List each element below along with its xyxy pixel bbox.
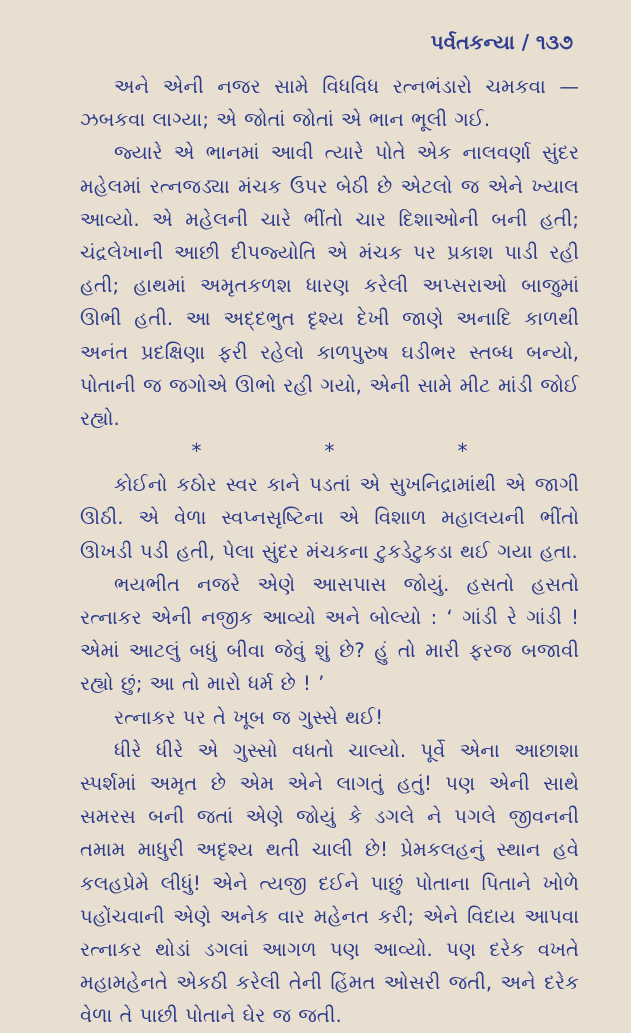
running-header: પર્વતકન્યા / ૧૩૭ [430, 30, 573, 54]
separator-star: * [191, 439, 202, 464]
paragraph-4: ભયભીત નજરે એણે આસપાસ જોયું. હસતો હસતો રત્નાકર એની નજીક આવ્યો અને બોલ્યો : ‘ ગાંડી રે ગાંડી ! એમાં આટલું બધું બીવા જેવું શું છે? હું તો મારી ફરજ બજાવી રહ્યો છું; આ તો મારો ધર્મ છે ! ’ [80, 572, 579, 696]
paragraph-3: કોઈનો કઠોર સ્વર કાને પડતાં એ સુખનિદ્રામાંથી એ જાગી ઊઠી. એ વેળા સ્વપ્નસૃષ્ટિના એ વિશાળ મહાલયની ભીંતો ઊખડી પડી હતી, પેલા સુંદર મંચકના ટુકડેટુકડા થઈ ગયા હતા. [80, 473, 579, 563]
paragraph-1: અને એની નજર સામે વિધવિધ રત્નભંડારો ચમકવા — ઝબકવા લાગ્યા; એ જોતાં જોતાં એ ભાન ભૂલી ગઈ. [80, 75, 579, 132]
separator-star: * [324, 439, 335, 464]
separator-star: * [457, 439, 468, 464]
paragraph-6: ધીરે ધીરે એ ગુસ્સો વધતો ચાલ્યો. પૂર્વે એના આછાશા સ્પર્શમાં અમૃત છે એમ એને લાગતું હતું! પણ એની સાથે સમરસ બની જતાં એણે જોયું કે ડગલે ને પગલે જીવનની તમામ માધુરી અદૃશ્ય થતી ચાલી છે! પ્રેમકલહનું સ્થાન હવે કલહપ્રેમે લીધું! એને ત્યજી દઈને પાછું પોતાના પિતાને ખોળે પહોંચવાની એણે અનેક વાર મહેનત કરી; એને વિદાય આપવા રત્નાકર થોડાં ડગલાં આગળ પણ આવ્યો. પણ દરેક વખતે મહામહેનતે એકઠી કરેલી તેની હિંમત ઓસરી જતી, અને દરેક વેળા તે પાછી પોતાને ઘેર જ જતી. [80, 738, 579, 1028]
paragraph-5: રત્નાકર પર તે ખૂબ જ ગુસ્સે થઈ! [114, 705, 384, 729]
section-separator [80, 435, 579, 468]
paragraph-2: જ્યારે એ ભાનમાં આવી ત્યારે પોતે એક નાલવર્ણા સુંદર મહેલમાં રત્નજડ્યા મંચક ઉપર બેઠી છે એટલો જ એને ખ્યાલ આવ્યો. એ મહેલની ચારે ભીંતો ચાર દિશાઓની બની હતી; ચંદ્રલેખાની આછી દીપજ્યોતિ એ મંચક પર પ્રકાશ પાડી રહી હતી; હાથમાં અમૃતકળશ ધારણ કરેલી અપ્સરાઓ બાજુમાં ઊભી હતી. આ અદ્દભુત દૃશ્ય દેખી જાણે અનાદિ કાળથી અનંત પ્રદક્ષિણા ફરી રહેલો કાળપુરુષ ઘડીભર સ્તબ્ધ બન્યો, પોતાની જ જગોએ ઊભો રહી ગયો, એની સામે મીટ માંડી જોઈ રહ્યો. [80, 141, 579, 431]
